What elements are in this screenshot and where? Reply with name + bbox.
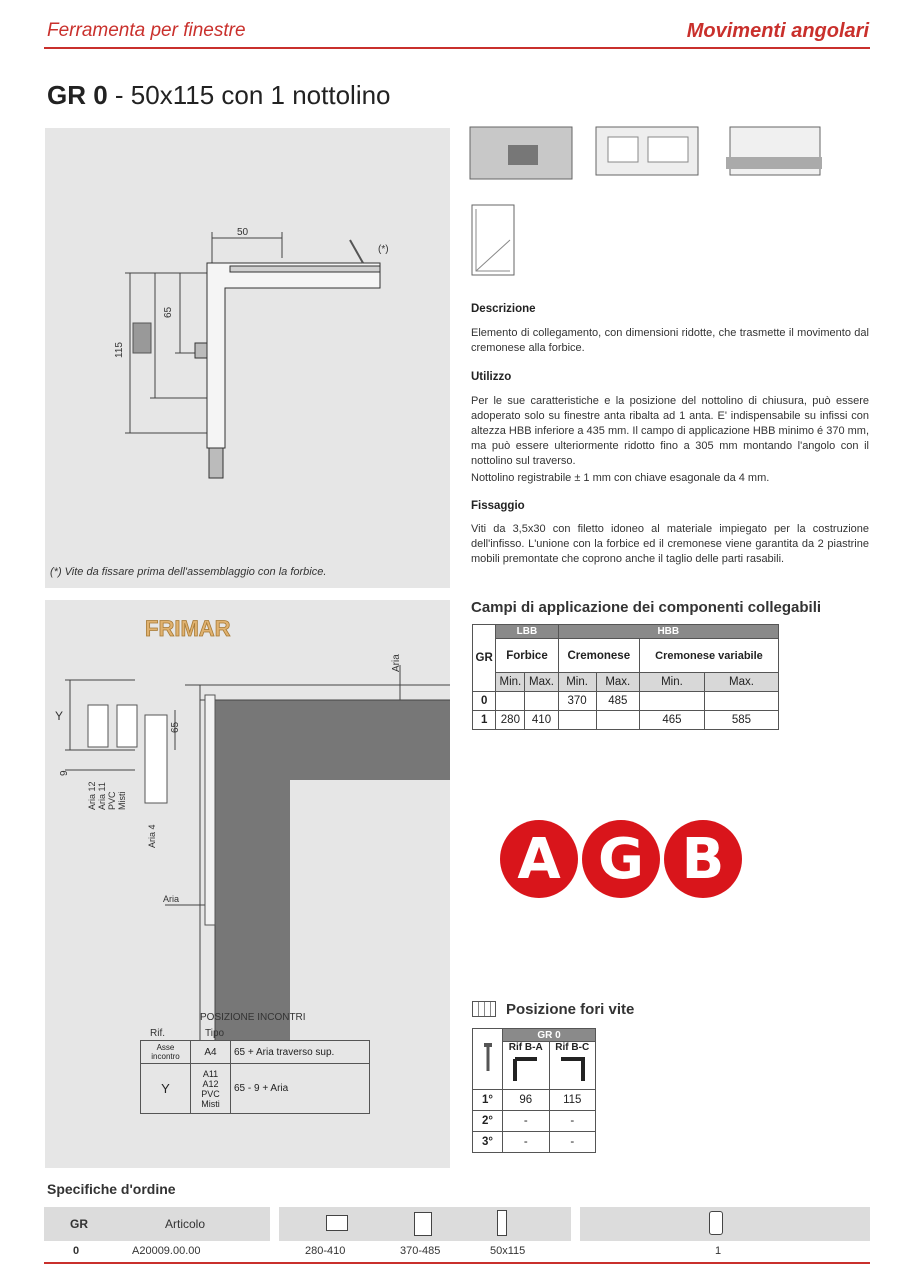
max-label: Max.: [525, 673, 558, 692]
header-category: Movimenti angolari: [686, 20, 869, 42]
ordine-bar-3: [580, 1207, 870, 1241]
agb-logo: [500, 820, 742, 898]
gr0-header: GR 0: [503, 1029, 596, 1042]
dim-65: 65: [170, 721, 181, 733]
aria-bottom-label: Aria: [163, 894, 180, 904]
fori-heading: Posizione fori vite: [506, 1001, 635, 1018]
hbb-header: HBB: [558, 625, 778, 639]
utilizzo-text: Per le sue caratteristiche e la posizione del nottolino di chiusura, può essere adoperato solo su finestre anta ribalta ad 1 anta. E' indispensabile su infissi con altezza HBB inferiore a 435 mm. Il campo di applicazione HBB minimo é 370 mm, ma può essere ulteriormente ridotto fino a 305 mm montando l'angolo con il nottolino sul traverso.: [471, 395, 870, 467]
ordine-dim: 50x115: [490, 1245, 526, 1257]
rif-ba-header: Rif B-A: [503, 1042, 550, 1090]
lbb-header: LBB: [496, 625, 558, 639]
descrizione-heading: Descrizione: [471, 303, 536, 315]
ordine-articolo: A20009.00.00: [132, 1245, 201, 1257]
grid-icon: [472, 1001, 496, 1017]
title-rest: - 50x115 con 1 nottolino: [107, 80, 391, 110]
label-misti: Misti: [117, 791, 127, 810]
max-label: Max.: [596, 673, 639, 692]
watermark: FRIMAR: [145, 616, 231, 641]
ordine-gr: 0: [73, 1245, 80, 1257]
label-aria4: Aria 4: [147, 824, 157, 848]
fissaggio-text: Viti da 3,5x30 con filetto idoneo al materiale impiegato per la costruzione dell'infisso. L'unione con la forbice ed il cremonese viene garantita da 2 piastrine mobili premontate che coprono anche il taglio delle parti rasabili.: [471, 523, 869, 565]
cremonese-header: Cremonese: [558, 639, 639, 673]
ordine-hbb: 370-485: [400, 1245, 441, 1257]
min-label: Min.: [558, 673, 596, 692]
ordine-lbb: 280-410: [305, 1245, 346, 1257]
agb-letter: B: [664, 820, 742, 898]
pos-title: POSIZIONE INCONTRI: [200, 1012, 306, 1023]
dim-115: 115: [114, 342, 125, 358]
window-icon: [472, 205, 514, 275]
forbice-header: Forbice: [496, 639, 558, 673]
title-code: GR 0: [47, 80, 108, 110]
agb-letter: A: [500, 820, 578, 898]
ordine-art-h: Articolo: [165, 1217, 206, 1231]
campi-table: [472, 624, 779, 730]
label-aria12: Aria 12: [87, 781, 97, 810]
size-icon: [497, 1210, 507, 1236]
drawing-note: (*) Vite da fissare prima dell'assemblaggio con la forbice.: [50, 566, 327, 578]
min-label: Min.: [639, 673, 704, 692]
header-section: Ferramenta per finestre: [47, 20, 246, 41]
cremonese-var-header: Cremonese variabile: [639, 639, 778, 673]
height-icon: [414, 1212, 432, 1236]
nottolino-icon: [709, 1211, 723, 1235]
y-label: Y: [55, 709, 64, 723]
aria-label: Aria: [391, 654, 402, 672]
table-row: Asse incontro A4 65 + Aria traverso sup.: [141, 1041, 370, 1064]
table-row: 1° 96 115: [473, 1090, 596, 1111]
dim-9: 9: [59, 770, 70, 776]
campi-heading: Campi di applicazione dei componenti collegabili: [471, 599, 822, 616]
posizione-incontri-table: [140, 1040, 370, 1114]
width-icon: [326, 1215, 348, 1231]
dim-65: 65: [163, 306, 174, 318]
header-divider: [44, 47, 870, 49]
table-row: 3° - -: [473, 1132, 596, 1153]
screw-icon: [473, 1029, 503, 1090]
ordine-heading: Specifiche d'ordine: [47, 1181, 176, 1197]
pos-tipo-h: Tipo: [205, 1028, 225, 1039]
screw-note-marker: (*): [378, 244, 389, 255]
ordine-gr-h: GR: [70, 1217, 88, 1231]
ordine-qty: 1: [715, 1245, 722, 1257]
max-label: Max.: [704, 673, 778, 692]
table-row: Y A11 A12 PVC Misti 65 - 9 + Aria: [141, 1064, 370, 1114]
label-pvc: PVC: [107, 791, 117, 810]
label-aria11: Aria 11: [97, 782, 107, 810]
descrizione-text: Elemento di collegamento, con dimensioni ridotte, che trasmette il movimento dal cremonese alla forbice.: [471, 327, 869, 354]
rif-bc-header: Rif B-C: [549, 1042, 596, 1090]
min-label: Min.: [496, 673, 525, 692]
angle-drawing: [45, 128, 450, 588]
table-row: 1 280 410 465 585: [473, 711, 779, 730]
page-title: [47, 80, 391, 111]
table-row: 2° - -: [473, 1111, 596, 1132]
pos-rif-h: Rif.: [150, 1028, 165, 1039]
profile-images: [468, 125, 828, 290]
footer-divider: [44, 1262, 870, 1264]
gr-header: GR: [473, 625, 496, 692]
utilizzo-heading: Utilizzo: [471, 371, 512, 383]
fori-table: [472, 1028, 596, 1153]
table-row: 0 370 485: [473, 692, 779, 711]
utilizzo-text-2: Nottolino registrabile ± 1 mm con chiave esagonale da 4 mm.: [471, 472, 770, 484]
fissaggio-heading: Fissaggio: [471, 500, 525, 512]
agb-letter: G: [582, 820, 660, 898]
dim-50: 50: [237, 227, 249, 238]
technical-drawing-1: [45, 128, 450, 588]
